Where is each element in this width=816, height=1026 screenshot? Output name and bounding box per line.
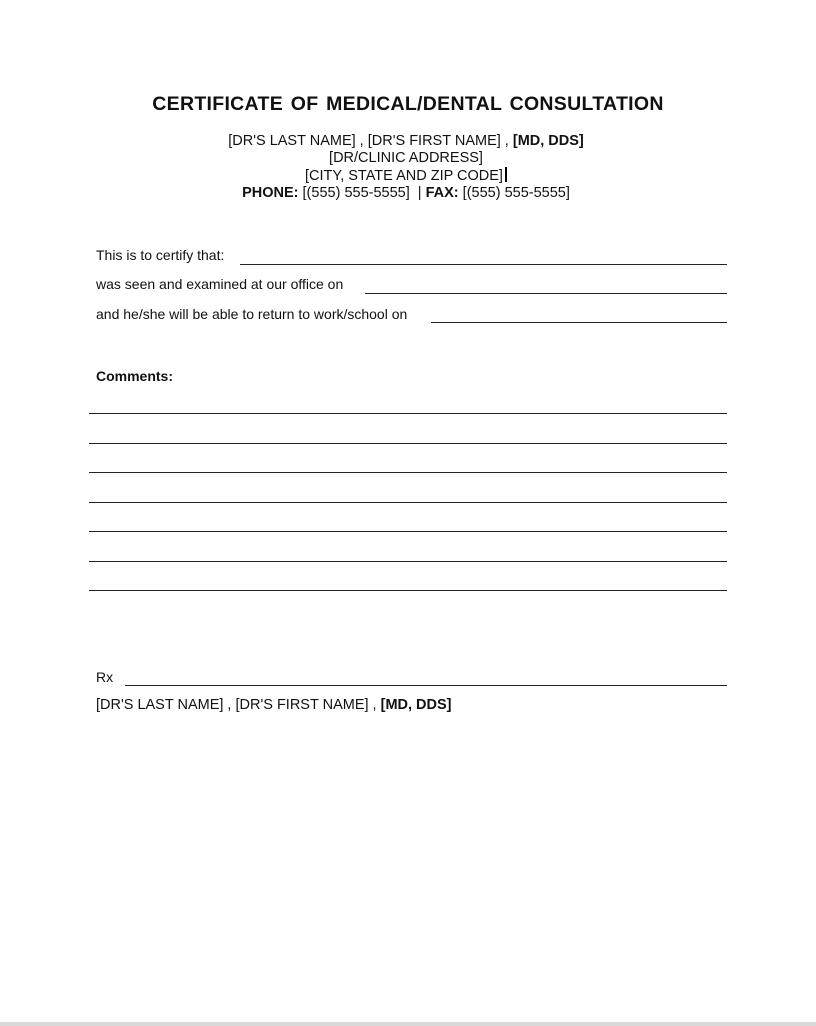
signature-doctor-name (96, 697, 452, 713)
comment-line[interactable] (89, 561, 727, 562)
comment-line[interactable] (89, 443, 727, 444)
comments-label: Comments: (96, 368, 174, 384)
comment-line[interactable] (89, 472, 727, 473)
doctor-first-name: [DR'S FIRST NAME] (367, 133, 501, 149)
name-separator: , (368, 697, 381, 713)
city-state-zip-line (0, 167, 812, 185)
city-state-zip: [CITY, STATE AND ZIP CODE] (305, 168, 503, 184)
doctor-credentials: [MD, DDS] (380, 697, 452, 713)
return-date-label: and he/she will be able to return to work/school on (96, 306, 408, 322)
comment-line[interactable] (89, 531, 727, 532)
phone-label: PHONE: (242, 185, 299, 201)
doctor-name-line (0, 133, 812, 150)
doctor-first-name: [DR'S FIRST NAME] (235, 697, 369, 713)
return-date-field[interactable] (431, 322, 727, 323)
contact-line (0, 185, 812, 202)
name-separator: , (223, 697, 236, 713)
signature-field[interactable] (125, 685, 727, 686)
comment-line[interactable] (89, 413, 727, 414)
phone-value: [(555) 555-5555] (302, 185, 410, 201)
comment-line[interactable] (89, 502, 727, 503)
text-cursor (505, 167, 507, 182)
fax-label: FAX: (425, 185, 459, 201)
contact-separator: | (409, 185, 426, 201)
name-separator: , (355, 133, 368, 149)
certify-label: This is to certify that: (96, 247, 225, 263)
doctor-credentials: [MD, DDS] (512, 133, 584, 149)
rx-label: Rx (96, 669, 114, 685)
clinic-address: [DR/CLINIC ADDRESS] (329, 150, 483, 166)
doctor-header (0, 133, 812, 202)
comment-line[interactable] (89, 590, 727, 591)
fax-value: [(555) 555-5555] (462, 185, 570, 201)
name-separator: , (500, 133, 513, 149)
seen-date-label: was seen and examined at our office on (96, 276, 344, 292)
seen-date-field[interactable] (365, 293, 727, 294)
document-title: CERTIFICATE OF MEDICAL/DENTAL CONSULTATION (152, 93, 664, 115)
doctor-last-name: [DR'S LAST NAME] (228, 133, 356, 149)
page-edge (0, 1022, 816, 1026)
doctor-last-name: [DR'S LAST NAME] (96, 697, 224, 713)
patient-name-field[interactable] (240, 264, 727, 265)
